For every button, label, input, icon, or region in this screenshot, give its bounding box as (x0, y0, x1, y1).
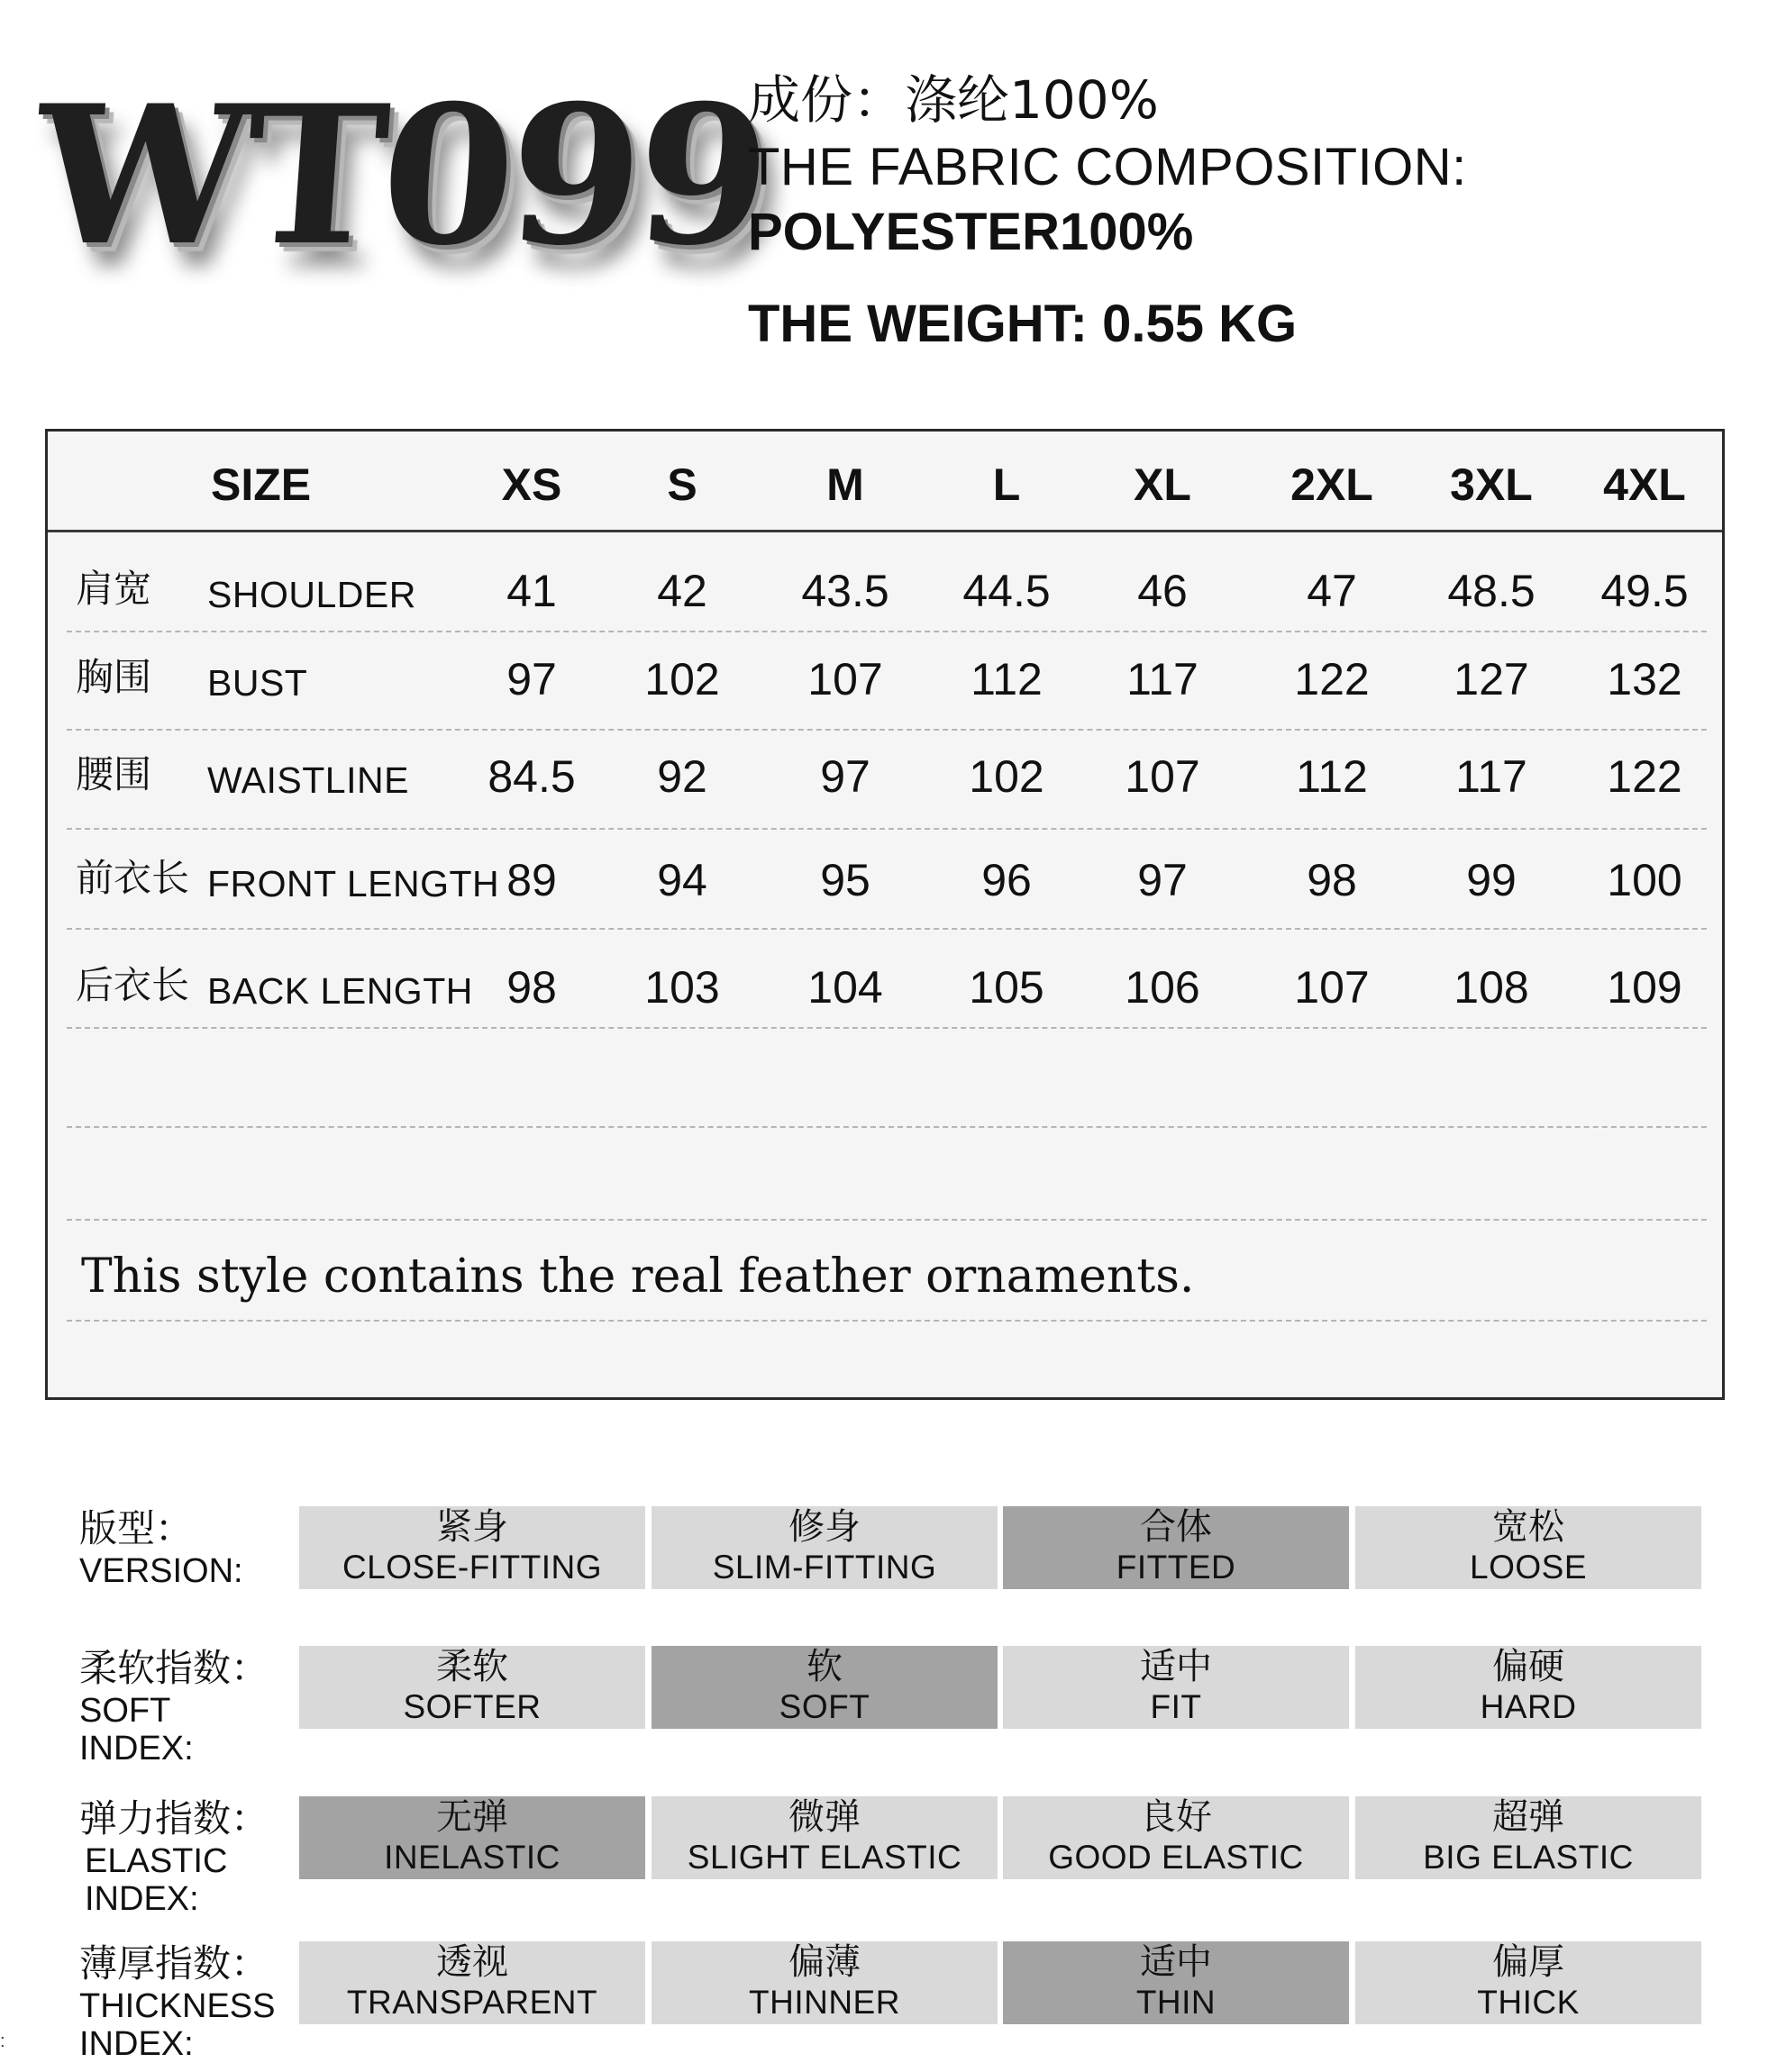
row-label-cn: 后衣长 (76, 963, 190, 1007)
index-option (299, 1506, 645, 1589)
table-cell: 44.5 (962, 566, 1051, 616)
row-label-cn: 前衣长 (76, 856, 190, 900)
option-label-en: BIG ELASTIC (1423, 1839, 1634, 1876)
table-cell: 117 (1126, 654, 1198, 704)
option-label-cn: 偏硬 (1492, 1646, 1564, 1687)
option-label-en: THICK (1477, 1984, 1580, 2021)
option-label-cn: 无弹 (436, 1796, 508, 1838)
row-label-en: BUST (207, 662, 308, 704)
table-cell: 84.5 (488, 751, 576, 802)
row-divider (67, 1320, 1707, 1322)
table-cell: 99 (1466, 855, 1517, 905)
index-label-en: INDEX: (79, 2025, 194, 2063)
table-cell: 92 (657, 751, 707, 802)
option-label-en: SOFT (779, 1688, 870, 1725)
row-label-cn: 肩宽 (76, 567, 152, 611)
table-cell: 42 (657, 566, 707, 616)
index-option (1355, 1646, 1701, 1729)
size-header-label: SIZE (211, 459, 312, 510)
table-cell: 97 (1137, 855, 1188, 905)
table-cell: 109 (1607, 962, 1682, 1013)
row-divider (67, 1219, 1707, 1221)
option-label-cn: 良好 (1140, 1796, 1212, 1838)
size-header-m: M (826, 459, 864, 510)
index-option-selected (1003, 1941, 1349, 2024)
index-option (652, 1941, 998, 2024)
index-option (1003, 1646, 1349, 1729)
composition-value: POLYESTER100% (748, 203, 1194, 261)
size-header-xl: XL (1134, 459, 1191, 510)
table-cell: 48.5 (1447, 566, 1536, 616)
table-cell: 43.5 (801, 566, 889, 616)
index-label-en: VERSION: (79, 1552, 243, 1590)
table-cell: 98 (1307, 855, 1357, 905)
option-label-en: TRANSPARENT (346, 1984, 598, 2021)
index-label-cn: 柔软指数： (79, 1646, 269, 1690)
stray-mark: : (0, 2031, 5, 2051)
size-header-l: L (992, 459, 1021, 510)
size-header-s: S (667, 459, 697, 510)
table-cell: 132 (1607, 654, 1682, 704)
index-option-selected (1003, 1506, 1349, 1589)
option-label-en: THIN (1135, 1984, 1217, 2021)
option-label-cn: 修身 (788, 1506, 861, 1548)
table-cell: 103 (644, 962, 720, 1013)
size-header-2xl: 2XL (1290, 459, 1373, 510)
table-cell: 117 (1455, 751, 1527, 802)
table-cell: 105 (969, 962, 1044, 1013)
row-label-en: SHOULDER (207, 574, 416, 615)
option-label-en: FIT (1150, 1688, 1202, 1725)
row-label-en: WAISTLINE (207, 759, 409, 801)
option-label-en: CLOSE-FITTING (342, 1549, 603, 1586)
option-label-en: SOFTER (403, 1688, 542, 1725)
row-divider (67, 1126, 1707, 1128)
index-option (652, 1796, 998, 1879)
option-label-en: THINNER (749, 1984, 900, 2021)
table-cell: 122 (1607, 751, 1682, 802)
index-label-en: ELASTIC (85, 1842, 228, 1880)
row-divider (67, 631, 1707, 632)
size-header-xs: XS (501, 459, 562, 510)
option-label-en: FITTED (1116, 1549, 1236, 1586)
table-cell: 89 (506, 855, 557, 905)
size-header-4xl: 4XL (1603, 459, 1686, 510)
table-cell: 97 (506, 654, 557, 704)
index-option (1355, 1941, 1701, 2024)
table-cell: 112 (971, 654, 1043, 704)
table-cell: 108 (1454, 962, 1529, 1013)
index-option (1003, 1796, 1349, 1879)
option-label-en: INELASTIC (384, 1839, 560, 1876)
table-cell: 100 (1607, 855, 1682, 905)
table-cell: 122 (1294, 654, 1370, 704)
index-label-en: INDEX: (85, 1880, 199, 1918)
option-label-cn: 紧身 (436, 1506, 508, 1548)
table-cell: 104 (807, 962, 883, 1013)
table-cell: 95 (820, 855, 870, 905)
option-label-cn: 适中 (1140, 1941, 1212, 1983)
index-option-selected (299, 1796, 645, 1879)
composition-en: THE FABRIC COMPOSITION: (748, 138, 1467, 196)
row-label-cn: 胸围 (76, 655, 152, 699)
option-label-cn: 透视 (436, 1941, 508, 1983)
row-label-cn: 腰围 (76, 752, 152, 796)
option-label-en: HARD (1480, 1688, 1577, 1725)
table-cell: 47 (1307, 566, 1357, 616)
index-label-en: INDEX: (79, 1730, 194, 1768)
weight-text: THE WEIGHT: 0.55 KG (748, 295, 1298, 353)
option-label-cn: 适中 (1140, 1646, 1212, 1687)
size-header-3xl: 3XL (1450, 459, 1533, 510)
index-label-cn: 版型： (79, 1506, 194, 1550)
row-label-en: BACK LENGTH (207, 970, 473, 1012)
table-cell: 98 (506, 962, 557, 1013)
index-option (299, 1941, 645, 2024)
row-divider (67, 828, 1707, 830)
option-label-cn: 合体 (1140, 1506, 1212, 1548)
option-label-cn: 偏薄 (788, 1941, 861, 1983)
table-cell: 41 (506, 566, 557, 616)
row-divider (67, 928, 1707, 930)
index-option (1355, 1506, 1701, 1589)
brand-logo: WT099 (28, 63, 773, 287)
index-label-en: SOFT (79, 1692, 171, 1730)
row-label-en: FRONT LENGTH (207, 863, 500, 904)
table-header-divider (48, 530, 1722, 532)
table-cell: 46 (1137, 566, 1188, 616)
option-label-cn: 超弹 (1492, 1796, 1564, 1838)
table-cell: 107 (807, 654, 883, 704)
option-label-cn: 微弹 (788, 1796, 861, 1838)
table-cell: 112 (1296, 751, 1368, 802)
row-divider (67, 729, 1707, 731)
table-cell: 94 (657, 855, 707, 905)
option-label-cn: 柔软 (436, 1646, 508, 1687)
option-label-en: SLIGHT ELASTIC (687, 1839, 962, 1876)
table-cell: 49.5 (1600, 566, 1689, 616)
index-label-cn: 弹力指数： (79, 1796, 269, 1840)
index-label-en: THICKNESS (79, 1987, 276, 2025)
option-label-cn: 偏厚 (1492, 1941, 1564, 1983)
table-cell: 97 (820, 751, 870, 802)
table-cell: 107 (1125, 751, 1200, 802)
option-label-cn: 软 (807, 1646, 843, 1687)
option-label-en: SLIM-FITTING (712, 1549, 937, 1586)
index-option-selected (652, 1646, 998, 1729)
option-label-en: LOOSE (1470, 1549, 1587, 1586)
table-cell: 107 (1294, 962, 1370, 1013)
table-cell: 102 (644, 654, 720, 704)
index-option (1355, 1796, 1701, 1879)
row-divider (67, 1027, 1707, 1029)
table-cell: 96 (981, 855, 1032, 905)
composition-cn: 成份：涤纶100% (748, 69, 1159, 131)
table-cell: 102 (969, 751, 1044, 802)
table-cell: 106 (1125, 962, 1200, 1013)
table-cell: 127 (1454, 654, 1529, 704)
option-label-en: GOOD ELASTIC (1048, 1839, 1304, 1876)
option-label-cn: 宽松 (1492, 1506, 1564, 1548)
index-label-cn: 薄厚指数： (79, 1941, 269, 1986)
index-option (652, 1506, 998, 1589)
feather-note: This style contains the real feather ornaments. (81, 1250, 1195, 1304)
index-option (299, 1646, 645, 1729)
